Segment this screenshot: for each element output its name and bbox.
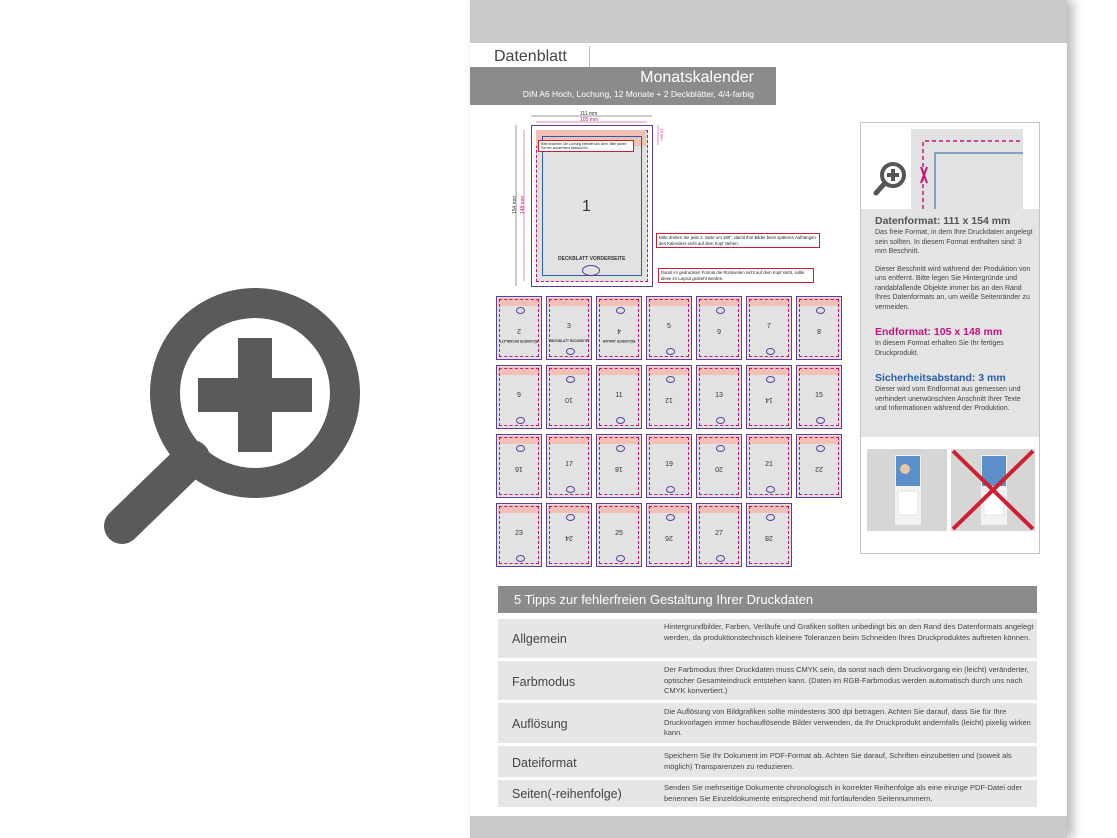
page-number: 12 [665,396,673,403]
tip-text: Speichern Sie Ihr Dokument im PDF-Format ab. Achten Sie darauf, Schriften einzubetten und (soweit als möglich) Transparenzen zu reduzieren. [664,751,1012,771]
calendar-page-thumbnail [746,296,792,360]
hanger-icon [616,445,625,452]
hanger-icon [666,514,675,521]
page-number: 4 [617,327,621,334]
dimension-lines [496,110,696,290]
sicherheit-text: Dieser wird vom Endformat aus gemessen und verhindert unerwünschten Anschnitt Ihrer Texte und Informationen während der Produktion. [875,386,1021,412]
calendar-page-thumbnail [596,434,642,498]
hanger-icon [816,445,825,452]
page-number: 5 [667,323,671,330]
calendar-page-thumbnail [496,503,542,567]
tip-label: Dateiformat [512,756,577,770]
page-number: 24 [565,534,573,541]
sicherheit-title: Sicherheitsabstand: 3 mm [875,372,1006,384]
page-number: 25 [615,530,623,537]
hanger-icon [566,348,575,355]
page-number: 20 [715,465,723,472]
title-bar [470,67,776,105]
cover-page-number: 1 [582,198,591,215]
page-number: 15 [815,392,823,399]
page-number: 28 [765,534,773,541]
hanger-icon [616,307,625,314]
calendar-page-thumbnail [796,365,842,429]
calendar-page-thumbnail [746,503,792,567]
hanger-icon [566,486,575,493]
tip-text: Der Farbmodus Ihrer Druckdaten muss CMYK sein, da sonst nach dem Druckvorgang ein (leicht) veränderter, optischer Gesamteindruck entstehen kann. (Daten im RGB-Farbmodus werden automatisch durch uns nach CMYK konvertiert.) [664,665,1029,695]
tip-label: Farbmodus [512,675,576,689]
hanger-icon [566,514,575,521]
hanger-icon [816,307,825,314]
hanger-icon [816,417,825,424]
page-number: 14 [765,396,773,403]
calendar-page-thumbnail [646,296,692,360]
hanger-icon [516,445,525,452]
pages-grid [496,296,848,542]
page-caption: RÜCKSEITE DECKBLATT [499,339,539,343]
tips-section [498,586,1037,803]
hanger-icon [516,307,525,314]
hanger-icon [616,555,625,562]
endformat-title: Endformat: 105 x 148 mm [875,326,1003,338]
corner-detail [861,123,1039,209]
tip-label: Seiten(-reihenfolge) [512,787,622,801]
page-number: 27 [715,530,723,537]
page-number: 21 [765,461,773,468]
calendar-page-thumbnail [746,365,792,429]
calendar-page-thumbnail [496,296,542,360]
calendar-layout-diagram [496,110,846,540]
page-caption: DECKBLATT RÜCKSEITE [549,339,589,343]
hanger-icon [716,555,725,562]
page-number: 8 [817,327,821,334]
calendar-page-thumbnail [496,365,542,429]
dim-width-inner: 105 mm [580,117,599,123]
tip-row [498,619,1037,658]
calendar-page-thumbnail [696,503,742,567]
note-flip: Damit im gedruckten Format die Rückseiten nicht auf dem Kopf steht, sollte diese im Layout gedreht werden. [658,268,814,283]
hanger-icon [566,376,575,383]
page-header-band [470,0,1067,43]
calendar-page-thumbnail [596,365,642,429]
format-info-panel [860,122,1040,554]
page-number: 19 [665,461,673,468]
calendar-page-thumbnail [546,434,592,498]
page-number: 16 [515,465,523,472]
page-number: 2 [517,327,521,334]
datasheet-page [470,0,1067,838]
hanger-icon [766,348,775,355]
page-number: 10 [565,396,573,403]
example-photos [861,437,1039,553]
tip-row [498,703,1037,743]
tip-label: Auflösung [512,717,568,731]
hanger-icon [766,376,775,383]
tip-row [498,746,1037,777]
calendar-page-thumbnail [646,503,692,567]
tip-row [498,780,1037,807]
cover-page-caption: DECKBLATT VORDERSEITE [558,256,626,262]
hanger-icon [716,307,725,314]
calendar-page-thumbnail [696,365,742,429]
hanger-icon [616,417,625,424]
page-number: 11 [615,392,623,399]
wrong-orientation-photo [951,449,1035,531]
datenformat-text-2: Dieser Beschnitt wird während der Produktion von uns entfernt. Bitte legen Sie Hintergründe und randabfallende Objekte immer bis an den Rand Ihres Datenformats an, um weiße Seitenränder zu vermeiden. [875,265,1031,311]
calendar-page-thumbnail [546,503,592,567]
dim-width-outer: 111 mm [580,111,598,117]
calendar-page-thumbnail [696,434,742,498]
tip-label: Allgemein [512,632,567,646]
cover-note: Bitte beachten: Die Lochung befindet sich oben. Bitte planen Sie hier ausreichend Abstand ein. [538,140,634,152]
tip-text: Senden Sie mehrseitige Dokumente chronologisch in korrekter Reihenfolge als eine einzige PDF-Datei oder benennen Sie Einzeldokumente entsprechend mit fortlaufenden Seitennummern. [664,783,1023,803]
page-number: 9 [517,392,521,399]
dim-hole: 15 mm [659,128,665,141]
hanger-icon [766,514,775,521]
product-subtitle: DIN A6 Hoch, Lochung, 12 Monate + 2 Deckblätter, 4/4-farbig [522,89,754,99]
datenformat-title: Datenformat: 111 x 154 mm [875,215,1011,227]
page-number: 3 [567,323,571,330]
correct-orientation-photo [867,449,947,531]
hanger-icon [666,348,675,355]
page-number: 7 [767,323,771,330]
page-number: 13 [715,392,723,399]
page-footer-band [470,816,1067,838]
tip-text: Hintergrundbilder, Farben, Verläufe und Grafiken sollten unbedingt bis an den Rand des Datenformats angelegt werden, da produktionstechnisch kleinere Toleranzen beim Schneiden Ihres Druckproduktes auftreten können. [664,622,1034,642]
calendar-page-thumbnail [546,365,592,429]
note-rotate-back: Bitte drehen Sie jede 2. Seite um 180°, damit Ihre Bilder beim späteren Aufhängen des Kalenders nicht auf dem Kopf stehen. [656,233,820,248]
tip-row [498,661,1037,700]
dim-height-outer: 154 mm [512,195,519,215]
zoom-in-icon [873,159,913,199]
calendar-page-thumbnail [646,434,692,498]
page-number: 23 [515,530,523,537]
product-title: Monatskalender [640,69,754,86]
calendar-page-thumbnail [546,296,592,360]
hanger-icon [516,417,525,424]
page-number: 6 [717,327,721,334]
page-caption: RÜCKSEITE JANUAR [602,339,636,343]
dim-height-inner: 148 mm [520,195,527,215]
hanger-icon [666,376,675,383]
page-number: 22 [815,465,823,472]
page-number: 18 [615,465,623,472]
endformat-text: In diesem Format erhalten Sie Ihr fertiges Druckprodukt. [875,340,1004,357]
calendar-page-thumbnail [496,434,542,498]
calendar-page-thumbnail [796,296,842,360]
calendar-page-thumbnail [646,365,692,429]
calendar-page-thumbnail [796,434,842,498]
zoom-in-icon[interactable] [100,268,360,548]
hanger-icon [666,486,675,493]
hanger-icon [766,486,775,493]
sheet-tag: Datenblatt [470,46,590,68]
calendar-page-thumbnail [746,434,792,498]
hanger-icon [716,445,725,452]
calendar-page-thumbnail [696,296,742,360]
calendar-page-thumbnail [596,296,642,360]
datenformat-text: Das freie Format, in dem Ihre Druckdaten angelegt sein sollten. In diesem Format enthalten sind: 3 mm Beschnitt. [875,229,1033,255]
page-number: 17 [565,461,573,468]
page-number: 26 [665,534,673,541]
calendar-page-thumbnail [596,503,642,567]
hanger-icon [716,417,725,424]
tip-text: Die Auflösung von Bildgrafiken sollte mindestens 300 dpi betragen. Achten Sie darauf, dass Sie für Ihre Druckvorlagen immer hochauflösende Bilder verwenden, da Ihr Druckprodukt andernfalls (leicht) pixelig wirken kann. [664,707,1031,737]
tips-heading: 5 Tipps zur fehlerfreien Gestaltung Ihrer Druckdaten [498,586,1037,613]
hanger-icon [516,555,525,562]
corner-guides [911,123,1039,209]
